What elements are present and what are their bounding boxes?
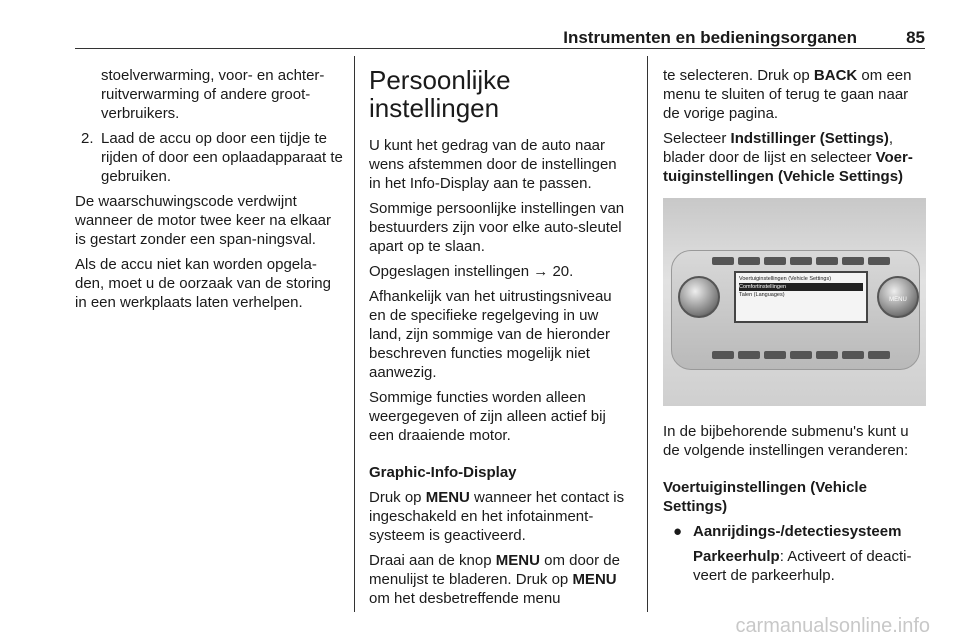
paragraph: In de bijbehorende submenu's kunt u de volgende instellingen veranderen: bbox=[663, 423, 909, 459]
screen-item: Talen (Languages) bbox=[739, 292, 785, 298]
top-button-row bbox=[712, 257, 890, 265]
bullet-icon: ● bbox=[673, 523, 683, 540]
list-item-2 bbox=[75, 129, 343, 186]
control-panel bbox=[671, 250, 920, 370]
paragraph: U kunt het gedrag van de auto naar wens afstemmen door de instellingen in het Info-Display aan te passen. bbox=[369, 137, 617, 192]
paragraph: Selecteer Indstillinger (Settings), blader door de lijst en selecteer Voer-tuiginstellingen (Vehicle Settings) bbox=[663, 130, 913, 185]
paragraph: Sommige persoonlijke instellingen van bestuurders zijn voor elke auto-sleutel apart op te slaan. bbox=[369, 200, 625, 255]
column-divider-1 bbox=[354, 56, 355, 612]
watermark: carmanualsonline.info bbox=[735, 615, 930, 637]
list-number: 2. bbox=[81, 130, 94, 147]
bullet-detail: Parkeerhulp: Activeert of deacti-veert de parkeerhulp. bbox=[693, 548, 912, 584]
section-heading: Persoonlijke instellingen bbox=[369, 65, 511, 123]
paragraph: Als de accu niet kan worden opgela-den, moet u de oorzaak van de storing in een werkplaats laten verhelpen. bbox=[75, 256, 331, 311]
page-header bbox=[75, 30, 925, 46]
power-knob-icon bbox=[678, 276, 720, 318]
paragraph: Druk op MENU wanneer het contact is ingeschakeld en het infotainment-systeem is geactiveerd. bbox=[369, 489, 625, 544]
bottom-button-row bbox=[712, 351, 890, 359]
screen-title: Voertuiginstellingen (Vehicle Settings) bbox=[739, 276, 832, 282]
page-header-title: Instrumenten en bedieningsorganen bbox=[563, 28, 857, 47]
column-1 bbox=[75, 66, 343, 318]
menu-knob-icon: MENU bbox=[877, 276, 919, 318]
list-item-text: Laad de accu op door een tijdje te rijden of door een oplaadapparaat te gebruiken. bbox=[101, 130, 343, 185]
subheading: Graphic-Info-Display bbox=[369, 464, 517, 481]
display-screen bbox=[734, 271, 868, 323]
header-divider bbox=[75, 48, 925, 49]
page-number: 85 bbox=[906, 28, 925, 47]
paragraph: Sommige functies worden alleen weergegeven of zijn alleen actief bij een draaiende motor. bbox=[369, 389, 606, 444]
infotainment-photo bbox=[663, 198, 926, 406]
column-3 bbox=[663, 66, 928, 591]
list-item-1-continued: stoelverwarming, voor- en achter-ruitverwarming of andere groot-verbruikers. bbox=[101, 67, 325, 122]
bullet-item: ● Aanrijdings-/detectiesysteem bbox=[673, 523, 902, 540]
column-divider-2 bbox=[647, 56, 648, 612]
cross-reference[interactable]: Opgeslagen instellingen → 20. bbox=[369, 263, 574, 280]
paragraph: te selecteren. Druk op BACK om een menu te sluiten of terug te gaan naar de vorige pagina. bbox=[663, 67, 912, 122]
screen-item-selected: Comfortinstellingen bbox=[739, 283, 863, 291]
paragraph: Afhankelijk van het uitrustingsniveau en de specifieke regelgeving in uw land, zijn sommige van de hieronder beschreven functies mogelijk niet aanwezig. bbox=[369, 288, 612, 381]
column-2 bbox=[369, 66, 632, 614]
paragraph: Draai aan de knop MENU om door de menulijst te bladeren. Druk op MENU om het desbetreffende menu bbox=[369, 552, 620, 607]
paragraph: De waarschuwingscode verdwijnt wanneer de motor twee keer na elkaar is gestart zonder een span-ningsval. bbox=[75, 193, 331, 248]
subheading: Voertuiginstellingen (Vehicle Settings) bbox=[663, 479, 867, 515]
